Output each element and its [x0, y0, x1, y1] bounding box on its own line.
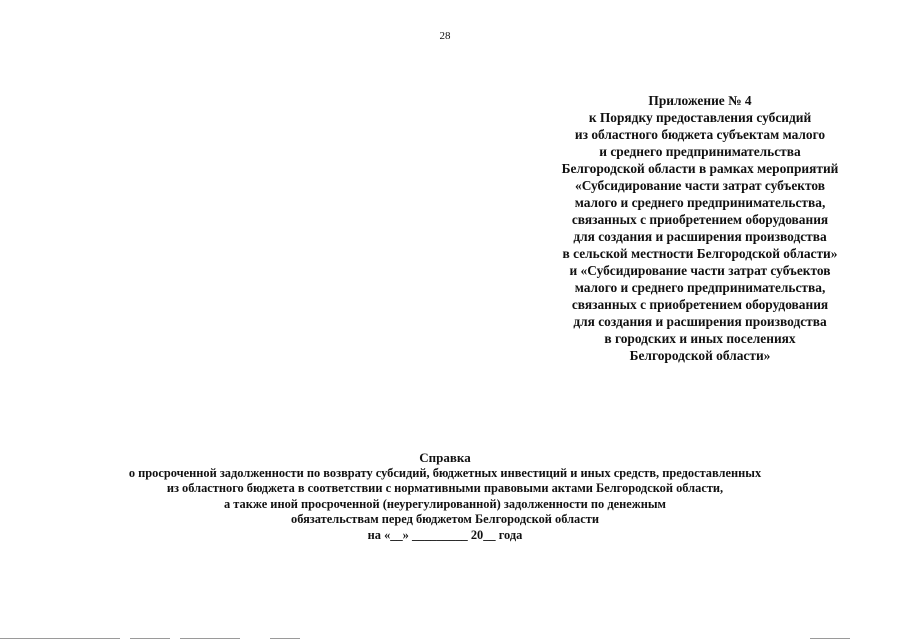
certificate-subtitle-line: обязательствам перед бюджетом Белгородской области [291, 512, 599, 527]
scan-edge-artifact [0, 634, 905, 640]
scan-artifact-mark [270, 638, 300, 639]
certificate-title-block [40, 450, 850, 544]
appendix-line: и «Субсидирование части затрат субъектов [569, 263, 831, 278]
scan-artifact-mark [810, 638, 850, 639]
appendix-line: связанных с приобретением оборудования [571, 212, 829, 227]
appendix-line: и среднего предпринимательства [599, 144, 801, 159]
page-number: 28 [439, 30, 451, 42]
appendix-line: для создания и расширения производства [573, 229, 827, 244]
appendix-line: в городских и иных поселениях [604, 331, 796, 346]
certificate-heading: Справка [419, 450, 471, 465]
appendix-line: малого и среднего предпринимательства, [574, 280, 826, 295]
appendix-line: из областного бюджета субъектам малого [574, 127, 826, 142]
appendix-line: малого и среднего предпринимательства, [574, 195, 826, 210]
appendix-line: к Порядку предоставления субсидий [588, 110, 812, 125]
appendix-line: Приложение № 4 [648, 93, 752, 108]
certificate-subtitle-line: а также иной просроченной (неурегулированной) задолженности по денежным [224, 496, 666, 511]
appendix-line: «Субсидирование части затрат субъектов [575, 178, 825, 193]
appendix-line: Белгородской области в рамках мероприятий [561, 161, 839, 176]
scan-artifact-mark [0, 638, 120, 639]
appendix-line: связанных с приобретением оборудования [571, 297, 829, 312]
certificate-subtitle-line: о просроченной задолженности по возврату субсидий, бюджетных инвестиций и иных средств, предоставленных [128, 465, 762, 480]
certificate-subtitle-line: из областного бюджета в соответствии с нормативными правовыми актами Белгородской области, [166, 481, 724, 496]
appendix-line: в сельской местности Белгородской области» [562, 246, 838, 261]
appendix-line: Белгородской области» [629, 348, 771, 363]
appendix-header [530, 92, 870, 364]
scan-artifact-mark [180, 638, 240, 639]
scan-artifact-mark [130, 638, 170, 639]
appendix-line: для создания и расширения производства [573, 314, 827, 329]
certificate-date-line: на «__» _________ 20__ года [367, 527, 523, 542]
